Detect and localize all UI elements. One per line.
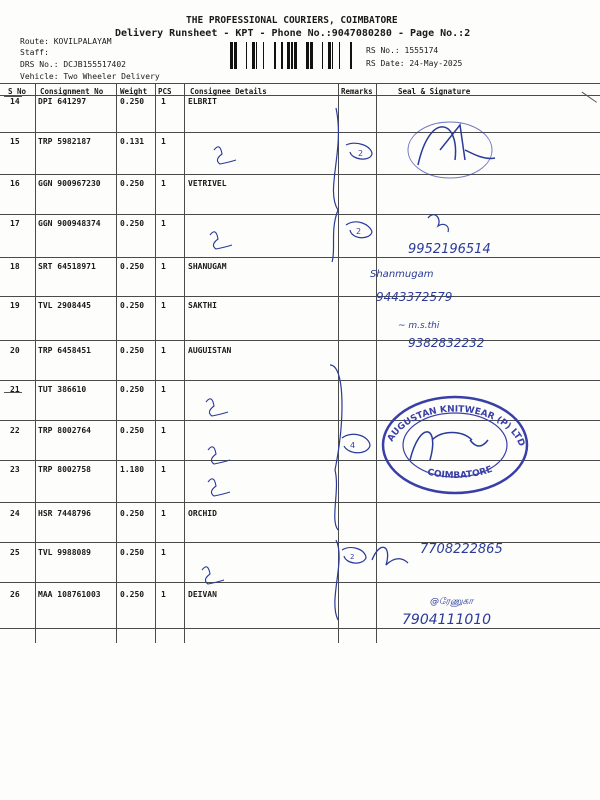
cell-consignment-no: TRP 5982187 — [38, 137, 91, 146]
row-separator — [0, 502, 600, 503]
cell-consignee: ELBRIT — [188, 97, 217, 106]
cell-pcs: 1 — [161, 509, 166, 518]
cell-sno: 25 — [10, 548, 20, 557]
cell-weight: 0.250 — [120, 179, 145, 188]
row-separator — [0, 214, 600, 215]
cell-sno: 18 — [10, 262, 20, 271]
row-separator — [0, 582, 600, 583]
row-separator — [0, 542, 600, 543]
company-title: THE PROFESSIONAL COURIERS, COIMBATORE — [186, 15, 398, 26]
cell-pcs: 1 — [161, 137, 166, 146]
row-separator — [0, 628, 600, 629]
cell-pcs: 1 — [161, 590, 166, 599]
cell-consignment-no: GGN 900948374 — [38, 219, 101, 228]
cell-pcs: 1 — [161, 346, 166, 355]
cell-weight: 0.250 — [120, 509, 145, 518]
cell-consignment-no: SRT 64518971 — [38, 262, 96, 271]
drs-number: DRS No.: DCJB155517402 — [20, 60, 126, 69]
stamp-bottom-text: COIMBATORE — [426, 464, 494, 482]
row-separator — [0, 296, 600, 297]
cell-sno: 26 — [10, 590, 20, 599]
cell-weight: 0.131 — [120, 137, 145, 146]
svg-text:2: 2 — [350, 553, 355, 561]
table-row — [0, 137, 600, 157]
runsheet-title: Delivery Runsheet - KPT - Phone No.:9047080280 - Page No.:2 — [115, 28, 471, 39]
col-header-remarks: Remarks — [341, 87, 373, 96]
margin-tick — [4, 392, 22, 401]
cell-weight: 0.250 — [120, 262, 145, 271]
svg-text:4: 4 — [350, 441, 356, 450]
handwritten-phone-26: 7904111010 — [402, 612, 492, 628]
handwritten-phone-19: 9382832232 — [408, 336, 485, 350]
cell-consignment-no: DPI 641297 — [38, 97, 87, 106]
col-header-pcs: PCS — [158, 87, 172, 96]
cell-consignment-no: TVL 9988089 — [38, 548, 91, 557]
cell-sno: 21 — [10, 385, 20, 394]
cell-pcs: 1 — [161, 385, 166, 394]
row-separator — [0, 257, 600, 258]
table-row — [0, 426, 600, 446]
cell-pcs: 1 — [161, 179, 166, 188]
cell-sno: 14 — [10, 97, 20, 106]
handwritten-name-26: @ரேணுகா — [430, 597, 474, 607]
table-row — [0, 262, 600, 282]
cell-weight: 0.250 — [120, 301, 145, 310]
row-separator — [0, 132, 600, 133]
cell-consignment-no: TRP 8002764 — [38, 426, 91, 435]
cell-sno: 19 — [10, 301, 20, 310]
col-header-consignment: Consignment No — [40, 87, 104, 96]
table-row — [0, 465, 600, 485]
cell-pcs: 1 — [161, 262, 166, 271]
col-header-consignee: Consignee Details — [190, 87, 267, 96]
cell-weight: 1.180 — [120, 465, 145, 474]
row-separator — [0, 380, 600, 381]
cell-pcs: 1 — [161, 426, 166, 435]
cell-consignment-no: HSR 7448796 — [38, 509, 91, 518]
table-row — [0, 301, 600, 321]
route-label: Route: KOVILPALAYAM — [20, 37, 112, 46]
handwritten-phone-18: 9443372579 — [376, 290, 453, 304]
cell-consignment-no: TRP 8002758 — [38, 465, 91, 474]
handwritten-name-19: ~ m.s.thi — [398, 321, 440, 331]
barcode-image — [230, 42, 358, 69]
cell-sno: 16 — [10, 179, 20, 188]
row-separator — [0, 460, 600, 461]
cell-sno: 20 — [10, 346, 20, 355]
rs-date: RS Date: 24-May-2025 — [366, 59, 463, 68]
cell-weight: 0.250 — [120, 385, 145, 394]
cell-sno: 15 — [10, 137, 20, 146]
stamp-top-text: AUGUSTAN KNITWEAR (P) LTD — [386, 404, 527, 449]
cell-weight: 0.250 — [120, 548, 145, 557]
col-header-seal-signature: Seal & Signature — [398, 87, 471, 96]
cell-pcs: 1 — [161, 219, 166, 228]
table-row — [0, 97, 600, 117]
cell-sno: 24 — [10, 509, 20, 518]
cell-pcs: 1 — [161, 465, 166, 474]
cell-pcs: 1 — [161, 97, 166, 106]
table-row — [0, 179, 600, 199]
col-header-weight: Weight — [120, 87, 148, 96]
cell-weight: 0.250 — [120, 346, 145, 355]
table-row — [0, 346, 600, 366]
cell-consignment-no: TUT 386610 — [38, 385, 87, 394]
cell-weight: 0.250 — [120, 590, 145, 599]
svg-text:2: 2 — [356, 227, 362, 236]
cell-consignee: DEIVAN — [188, 590, 217, 599]
handwritten-name-18: Shanmugam — [370, 269, 434, 280]
rs-number: RS No.: 1555174 — [366, 46, 439, 55]
table-row — [0, 509, 600, 529]
cell-consignee: SHANUGAM — [188, 262, 227, 271]
cell-pcs: 1 — [161, 301, 166, 310]
table-row — [0, 385, 600, 405]
cell-weight: 0.250 — [120, 219, 145, 228]
staff-label: Staff: — [20, 48, 49, 57]
cell-consignment-no: TVL 2908445 — [38, 301, 91, 310]
handwritten-phone-25: 7708222865 — [420, 542, 503, 557]
cell-pcs: 1 — [161, 548, 166, 557]
cell-weight: 0.250 — [120, 426, 145, 435]
table-row — [0, 548, 600, 568]
margin-tick — [4, 96, 22, 105]
col-header-sno: S No — [8, 87, 27, 96]
row-separator — [0, 420, 600, 421]
handwritten-phone-17: 9952196514 — [408, 242, 491, 257]
cell-sno: 17 — [10, 219, 20, 228]
row-separator — [0, 174, 600, 175]
cell-consignee: VETRIVEL — [188, 179, 227, 188]
cell-consignment-no: GGN 900967230 — [38, 179, 101, 188]
table-top-rule — [0, 83, 600, 84]
cell-weight: 0.250 — [120, 97, 145, 106]
cell-sno: 23 — [10, 465, 20, 474]
cell-consignee: ORCHID — [188, 509, 217, 518]
table-row — [0, 590, 600, 610]
vehicle-type: Vehicle: Two Wheeler Delivery — [20, 72, 160, 81]
cell-consignee: AUGUISTAN — [188, 346, 232, 355]
row-separator — [0, 340, 600, 341]
cell-consignment-no: MAA 108761003 — [38, 590, 101, 599]
cell-consignment-no: TRP 6458451 — [38, 346, 91, 355]
svg-text:2: 2 — [358, 149, 364, 158]
cell-consignee: SAKTHI — [188, 301, 217, 310]
table-row — [0, 219, 600, 239]
cell-sno: 22 — [10, 426, 20, 435]
